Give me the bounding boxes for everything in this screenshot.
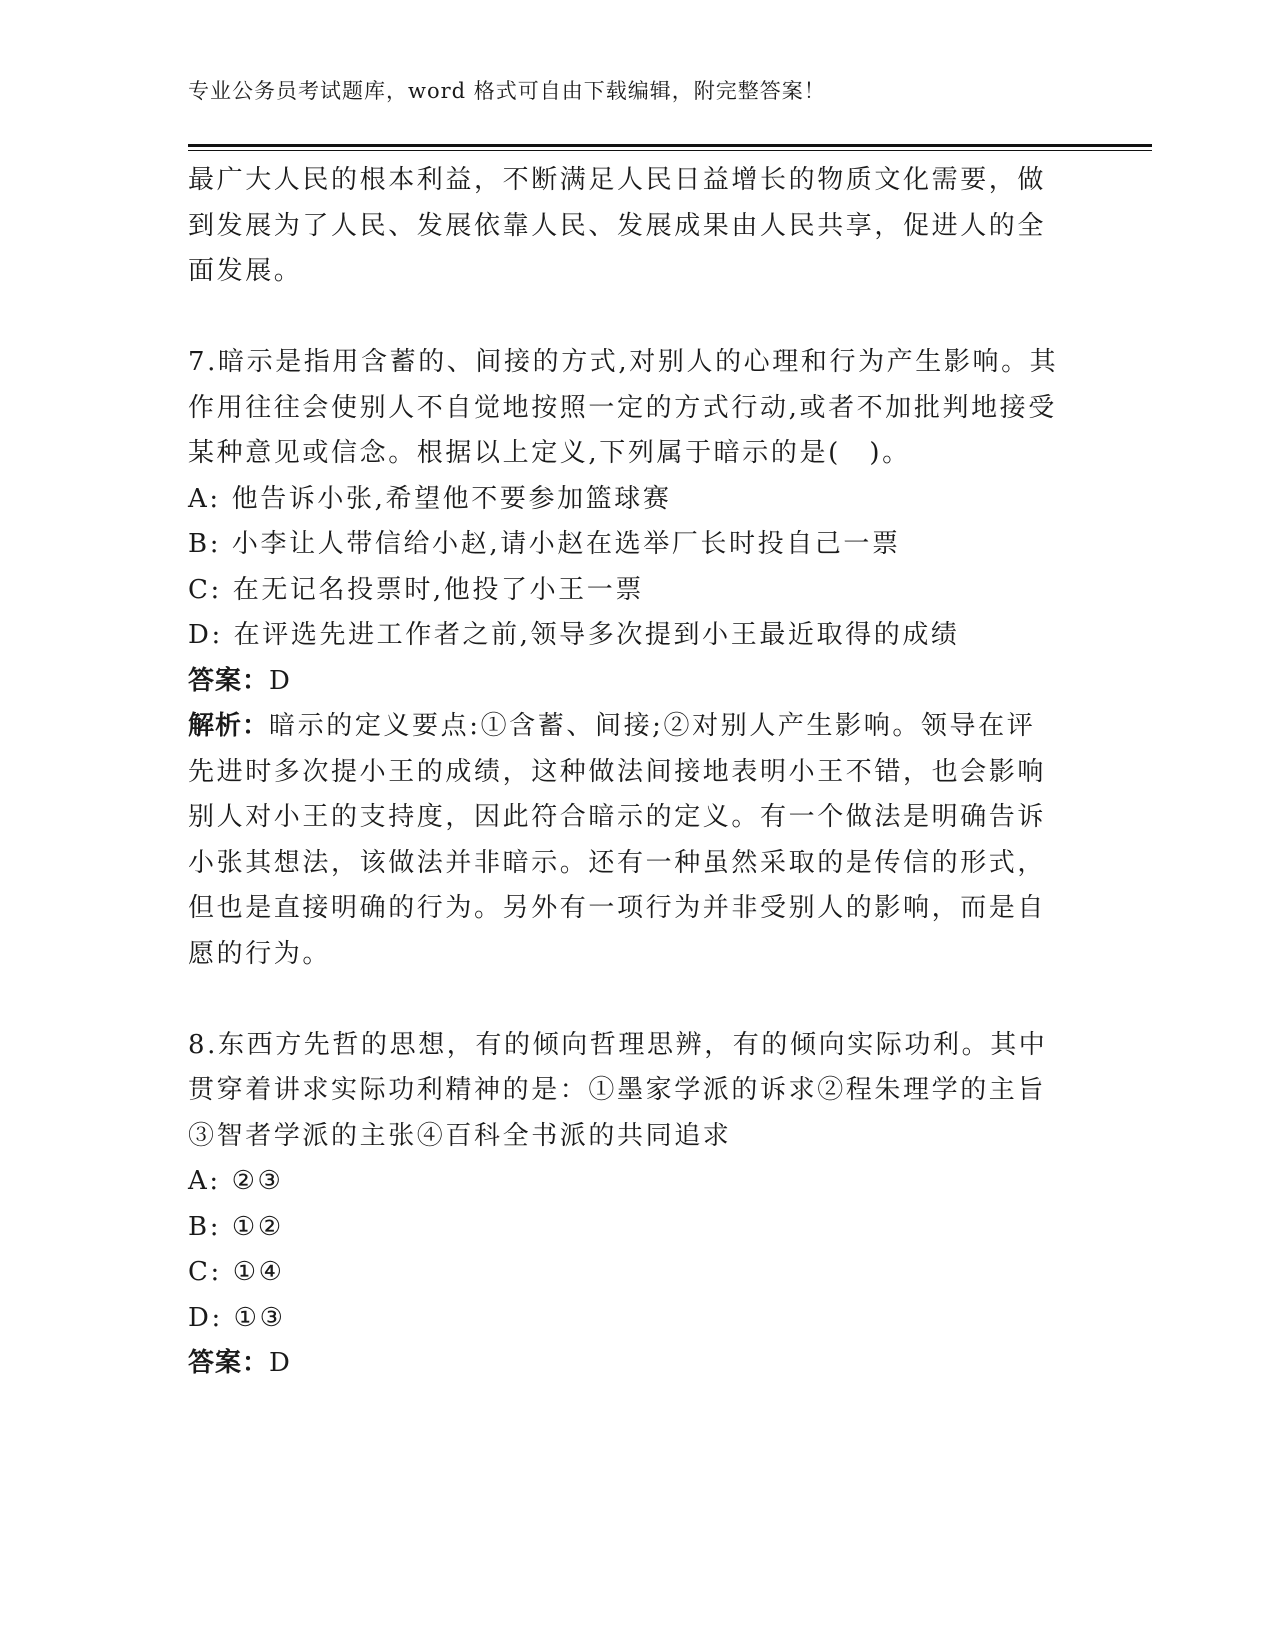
- analysis-line: 别人对小王的支持度，因此符合暗示的定义。有一个做法是明确告诉: [188, 802, 1047, 832]
- question-stem-line: 贯穿着讲求实际功利精神的是：①墨家学派的诉求②程朱理学的主旨: [188, 1075, 1047, 1105]
- question-stem-line: 作用往往会使别人不自觉地按照一定的方式行动,或者不加批判地接受: [188, 392, 1057, 423]
- analysis-line: [188, 704, 1088, 750]
- continuation-paragraph: [188, 158, 1088, 295]
- answer-line: [188, 659, 1088, 705]
- question-stem-line: 8.东西方先哲的思想，有的倾向哲理思辨，有的倾向实际功利。其中: [188, 1029, 1048, 1060]
- answer-label: 答案：: [188, 1348, 270, 1378]
- question-stem-line: 7.暗示是指用含蓄的、间接的方式,对别人的心理和行为产生影响。其: [188, 347, 1059, 377]
- option-c: C: 在无记名投票时,他投了小王一票: [188, 574, 644, 605]
- option-d: D: 在评选先进工作者之前,领导多次提到小王最近取得的成绩: [188, 620, 960, 650]
- question-8: [188, 1023, 1088, 1387]
- header-divider-thick: [188, 144, 1152, 147]
- option-c: C: ①④: [188, 1257, 285, 1287]
- analysis-line: 小张其想法，该做法并非暗示。还有一种虽然采取的是传信的形式，: [188, 847, 1047, 878]
- analysis-line: 愿的行为。: [188, 938, 332, 969]
- paragraph-gap: [188, 977, 1088, 1023]
- paragraph-gap: [188, 295, 1088, 341]
- option-a: A: ②③: [188, 1166, 284, 1196]
- answer-value: D: [269, 1348, 293, 1378]
- option-b: B: ①②: [188, 1211, 284, 1242]
- header-divider-thin: [188, 150, 1152, 151]
- question-stem-line: ③智者学派的主张④百科全书派的共同追求: [188, 1120, 732, 1151]
- document-body: [188, 158, 1088, 1387]
- text-line: 到发展为了人民、发展依靠人民、发展成果由人民共享，促进人的全: [188, 210, 1047, 241]
- analysis-line: 但也是直接明确的行为。另外有一项行为并非受别人的影响，而是自: [188, 893, 1047, 923]
- answer-line: [188, 1341, 1088, 1387]
- option-d: D: ①③: [188, 1302, 286, 1333]
- question-stem-line: 某种意见或信念。根据以上定义,下列属于暗示的是( )。: [188, 438, 911, 468]
- question-7: [188, 340, 1088, 977]
- text-line: 最广大人民的根本利益，不断满足人民日益增长的物质文化需要，做: [188, 165, 1047, 195]
- page-header: 专业公务员考试题库，word 格式可自由下载编辑，附完整答案！: [188, 79, 826, 103]
- option-b: B: 小李让人带信给小赵,请小赵在选举厂长时投自己一票: [188, 529, 901, 559]
- analysis-line: 先进时多次提小王的成绩，这种做法间接地表明小王不错，也会影响: [188, 756, 1047, 787]
- text-line: 面发展。: [188, 256, 303, 286]
- answer-label: 答案：: [188, 665, 270, 696]
- analysis-text: 暗示的定义要点:①含蓄、间接;②对别人产生影响。领导在评: [269, 711, 1036, 741]
- option-a: A: 他告诉小张,希望他不要参加篮球赛: [188, 483, 672, 514]
- answer-value: D: [269, 665, 293, 696]
- analysis-label: 解析：: [188, 711, 270, 741]
